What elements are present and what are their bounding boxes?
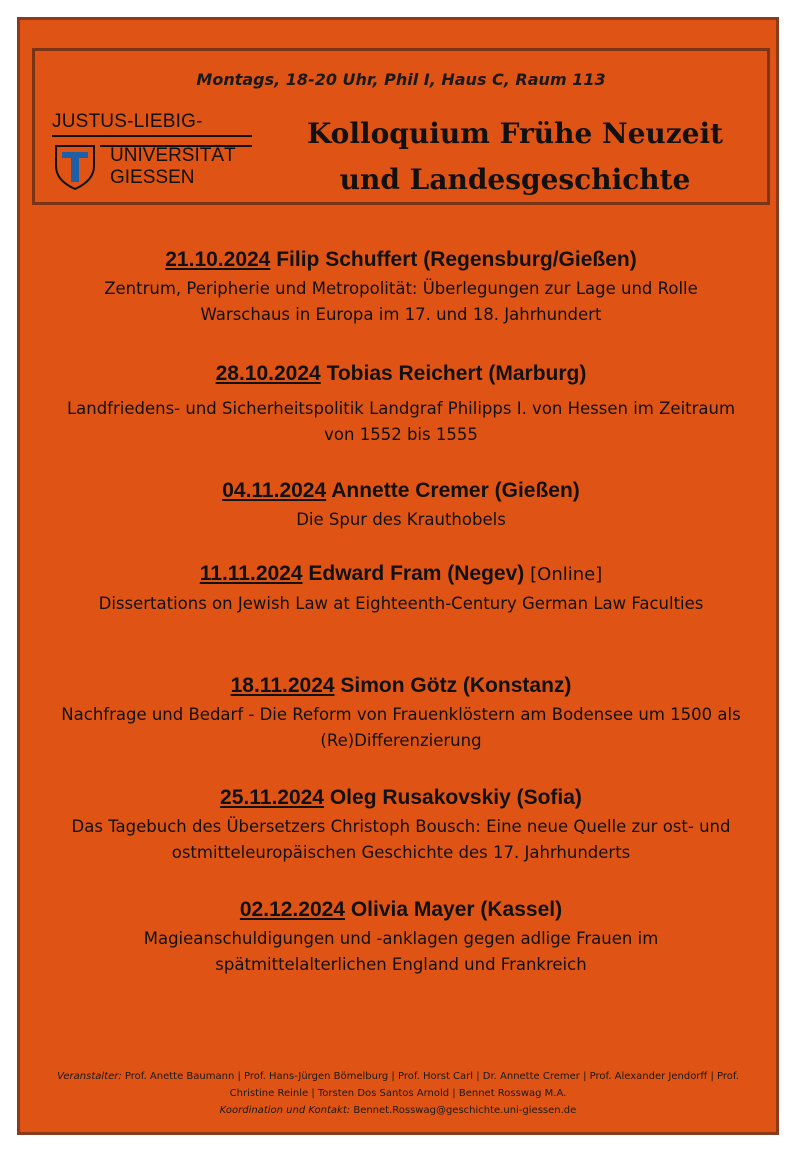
talk-item — [20, 246, 782, 328]
talk-title: Nachfrage und Bedarf - Die Reform von Frauenklöstern am Bodensee um 1500 als (Re)Differenzierung — [61, 705, 741, 750]
talk-item — [20, 477, 782, 533]
header-box — [32, 48, 770, 205]
logo-text-line2: UNIVERSITÄT — [110, 145, 236, 166]
talk-date: 21.10.2024 — [165, 248, 271, 271]
footer — [50, 1068, 746, 1119]
talk-title: Magieanschuldigungen und -anklagen gegen adlige Frauen im spätmittelalterlichen England und Frankreich — [143, 929, 659, 974]
talk-title: Das Tagebuch des Übersetzers Christoph Bousch: Eine neue Quelle zur ost- und ostmitteleuropäischen Geschichte des 17. Jahrhunderts — [71, 817, 731, 862]
organizers-line — [50, 1068, 746, 1102]
title-line1: Kolloquium Frühe Neuzeit — [306, 117, 724, 150]
talk-speaker: Filip Schuffert (Regensburg/Gießen) — [276, 248, 637, 271]
talk-speaker: Simon Götz (Konstanz) — [340, 674, 572, 697]
talk-heading — [20, 896, 782, 924]
title-line2: und Landesgeschichte — [339, 163, 691, 196]
talk-date: 11.11.2024 — [199, 562, 303, 585]
talk-heading — [20, 477, 782, 505]
talk-speaker: Edward Fram (Negev) — [308, 562, 525, 585]
organizers-label: Veranstalter: — [57, 1071, 122, 1082]
contact-label: Koordination und Kontakt: — [219, 1105, 351, 1116]
logo-text-line1: JUSTUS-LIEBIG- — [52, 111, 203, 132]
talk-speaker: Olivia Mayer (Kassel) — [350, 898, 563, 921]
talk-speaker: Oleg Rusakovskiy (Sofia) — [329, 786, 582, 809]
logo-text-line3: GIESSEN — [110, 167, 195, 188]
talk-item — [20, 560, 782, 617]
contact-line — [50, 1102, 746, 1119]
talk-title: Die Spur des Krauthobels — [296, 510, 506, 529]
talk-heading — [20, 360, 782, 388]
talk-heading — [20, 784, 782, 812]
colloquium-title — [265, 111, 765, 203]
talk-item — [20, 896, 782, 978]
online-note: [Online] — [530, 564, 603, 585]
talk-heading — [20, 246, 782, 274]
logo-rule — [52, 135, 252, 137]
schedule-line: Montags, 18-20 Uhr, Phil I, Haus C, Raum 113 — [196, 70, 606, 89]
talk-title: Zentrum, Peripherie und Metropolität: Überlegungen zur Lage und Rolle Warschaus in Europa im 17. und 18. Jahrhundert — [104, 279, 698, 324]
talk-date: 18.11.2024 — [230, 674, 335, 697]
contact-email[interactable]: Bennet.Rosswag@geschichte.uni-giessen.de — [353, 1105, 577, 1116]
talk-speaker: Tobias Reichert (Marburg) — [326, 362, 587, 385]
university-logo — [52, 111, 252, 191]
talk-heading — [20, 560, 782, 589]
talk-item — [20, 360, 782, 448]
poster — [17, 17, 779, 1135]
shield-icon — [54, 144, 96, 190]
talk-date: 02.12.2024 — [239, 898, 345, 921]
talk-item — [20, 672, 782, 754]
talk-item — [20, 784, 782, 866]
talk-date: 04.11.2024 — [222, 479, 327, 502]
talk-title: Dissertations on Jewish Law at Eighteenth-Century German Law Faculties — [98, 594, 704, 613]
organizers-list: Prof. Anette Baumann | Prof. Hans-Jürgen Bömelburg | Prof. Horst Carl | Dr. Annette Cremer | Prof. Alexander Jendorff | Prof. Christine Reinle | Torsten Dos Santos Arnold | Bennet Rosswag M.A. — [124, 1071, 739, 1099]
talk-speaker: Annette Cremer (Gießen) — [331, 479, 580, 502]
talk-date: 25.11.2024 — [220, 786, 324, 809]
talk-title: Landfriedens- und Sicherheitspolitik Landgraf Philipps I. von Hessen im Zeitraum von 1552 bis 1555 — [66, 399, 736, 444]
talk-date: 28.10.2024 — [215, 362, 321, 385]
talk-heading — [20, 672, 782, 700]
